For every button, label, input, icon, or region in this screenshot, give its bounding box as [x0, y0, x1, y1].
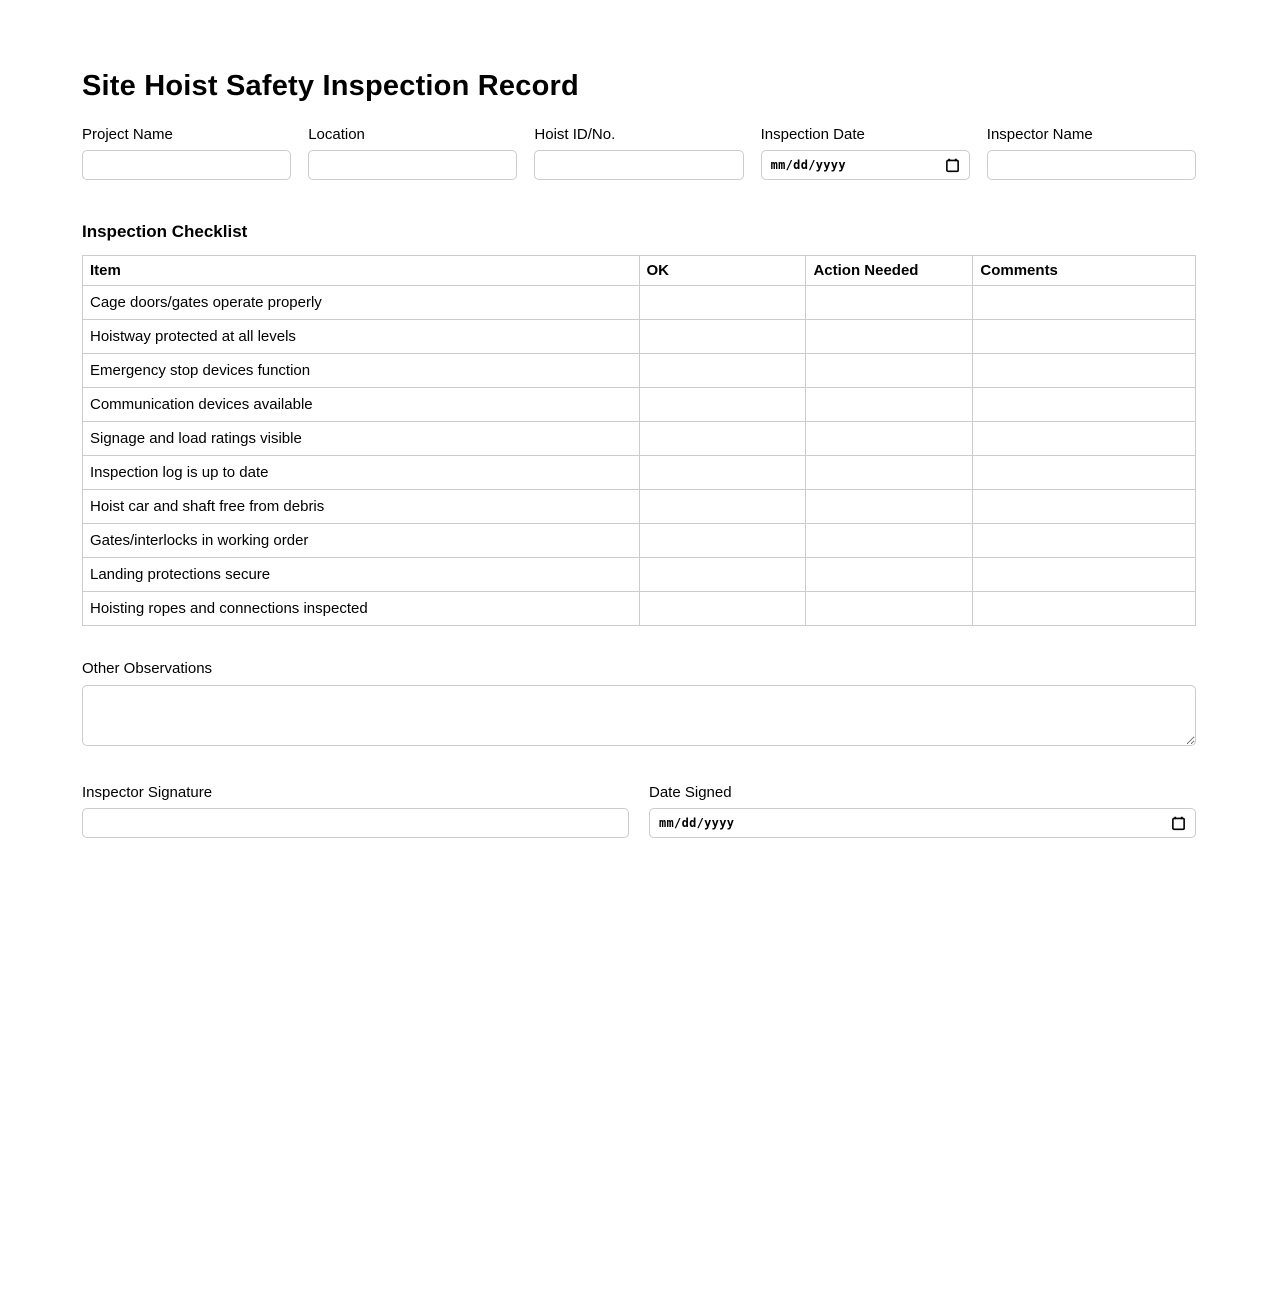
comments-cell	[973, 558, 1196, 592]
column-header-ok: OK	[639, 256, 806, 286]
ok-cell	[639, 558, 806, 592]
calendar-icon[interactable]	[1171, 816, 1186, 831]
inspection-date-placeholder: mm/dd/yyyy	[770, 158, 846, 172]
table-row	[83, 388, 1196, 422]
action-needed-cell	[806, 422, 973, 456]
field-inspector-name	[987, 126, 1196, 180]
checklist-item-label: Hoisting ropes and connections inspected	[83, 592, 640, 626]
inspector-name-input[interactable]	[987, 150, 1196, 180]
hoist-id-label: Hoist ID/No.	[534, 126, 616, 143]
comments-cell	[973, 524, 1196, 558]
other-observations-textarea[interactable]	[82, 685, 1196, 746]
action-needed-cell	[806, 456, 973, 490]
comments-cell	[973, 490, 1196, 524]
table-row	[83, 592, 1196, 626]
ok-cell	[639, 354, 806, 388]
field-inspection-date	[761, 126, 970, 180]
comments-cell	[973, 286, 1196, 320]
column-header-action-needed: Action Needed	[806, 256, 973, 286]
field-inspector-signature	[82, 784, 629, 838]
hoist-id-input[interactable]	[534, 150, 743, 180]
action-needed-cell	[806, 388, 973, 422]
ok-cell	[639, 286, 806, 320]
other-observations-label: Other Observations	[82, 660, 213, 677]
table-row	[83, 524, 1196, 558]
project-name-input[interactable]	[82, 150, 291, 180]
field-date-signed	[649, 784, 1196, 838]
checklist-item-label: Gates/interlocks in working order	[83, 524, 640, 558]
table-row	[83, 490, 1196, 524]
checklist-item-label: Hoistway protected at all levels	[83, 320, 640, 354]
comments-cell	[973, 422, 1196, 456]
comments-cell	[973, 456, 1196, 490]
action-needed-cell	[806, 524, 973, 558]
checklist-body	[83, 286, 1196, 626]
field-hoist-id	[534, 126, 743, 180]
inspection-date-input[interactable]	[761, 150, 970, 180]
column-header-item: Item	[83, 256, 640, 286]
page-title: Site Hoist Safety Inspection Record	[82, 70, 579, 102]
field-location	[308, 126, 517, 180]
inspector-signature-label: Inspector Signature	[82, 784, 213, 801]
signature-row	[82, 784, 1196, 838]
inspector-signature-input[interactable]	[82, 808, 629, 838]
checklist-item-label: Landing protections secure	[83, 558, 640, 592]
checklist-header-row	[83, 256, 1196, 286]
action-needed-cell	[806, 320, 973, 354]
field-project-name	[82, 126, 291, 180]
ok-cell	[639, 592, 806, 626]
inspection-date-label: Inspection Date	[760, 126, 865, 143]
ok-cell	[639, 524, 806, 558]
table-row	[83, 286, 1196, 320]
table-row	[83, 354, 1196, 388]
comments-cell	[973, 320, 1196, 354]
location-label: Location	[308, 126, 365, 143]
checklist-item-label: Signage and load ratings visible	[83, 422, 640, 456]
ok-cell	[639, 422, 806, 456]
comments-cell	[973, 354, 1196, 388]
checklist-table	[82, 255, 1196, 626]
action-needed-cell	[806, 286, 973, 320]
table-row	[83, 320, 1196, 354]
action-needed-cell	[806, 558, 973, 592]
checklist-item-label: Inspection log is up to date	[83, 456, 640, 490]
checklist-item-label: Cage doors/gates operate properly	[83, 286, 640, 320]
table-row	[83, 558, 1196, 592]
checklist-item-label: Communication devices available	[83, 388, 640, 422]
table-row	[83, 422, 1196, 456]
table-row	[83, 456, 1196, 490]
checklist-item-label: Hoist car and shaft free from debris	[83, 490, 640, 524]
date-signed-label: Date Signed	[649, 784, 732, 801]
checklist-item-label: Emergency stop devices function	[83, 354, 640, 388]
action-needed-cell	[806, 354, 973, 388]
date-signed-placeholder: mm/dd/yyyy	[659, 816, 735, 830]
checklist-heading: Inspection Checklist	[82, 222, 248, 241]
location-input[interactable]	[308, 150, 517, 180]
date-signed-input[interactable]	[649, 808, 1196, 838]
project-name-label: Project Name	[82, 126, 173, 143]
comments-cell	[973, 592, 1196, 626]
calendar-icon[interactable]	[945, 158, 960, 173]
comments-cell	[973, 388, 1196, 422]
inspector-name-label: Inspector Name	[986, 126, 1093, 143]
column-header-comments: Comments	[973, 256, 1196, 286]
action-needed-cell	[806, 592, 973, 626]
ok-cell	[639, 388, 806, 422]
action-needed-cell	[806, 490, 973, 524]
ok-cell	[639, 456, 806, 490]
ok-cell	[639, 320, 806, 354]
ok-cell	[639, 490, 806, 524]
top-fields-row	[82, 126, 1196, 180]
